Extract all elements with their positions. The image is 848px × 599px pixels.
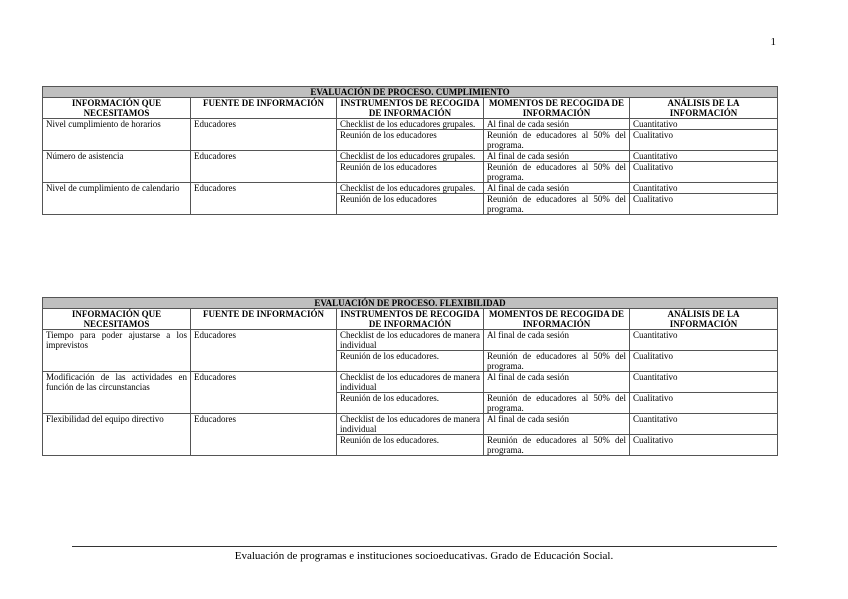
cell-analysis: Cuantitativo bbox=[630, 183, 778, 194]
header-source: FUENTE DE INFORMACIÓN bbox=[191, 309, 337, 330]
cell-moment: Reunión de educadores al 50% del programa. bbox=[484, 194, 630, 215]
cell-moment: Al final de cada sesión bbox=[484, 330, 630, 351]
header-info: INFORMACIÓN QUE NECESITAMOS bbox=[43, 98, 191, 119]
page-number: 1 bbox=[770, 36, 776, 48]
cell-analysis: Cualitativo bbox=[630, 435, 778, 456]
cell-analysis: Cualitativo bbox=[630, 194, 778, 215]
cell-instrument: Checklist de los educadores de manera individual bbox=[337, 414, 484, 435]
header-moments: MOMENTOS DE RECOGIDA DE INFORMACIÓN bbox=[484, 98, 630, 119]
cell-instrument: Reunión de los educadores bbox=[337, 130, 484, 151]
cell-info: Nivel cumplimiento de horarios bbox=[43, 119, 191, 151]
header-moments: MOMENTOS DE RECOGIDA DE INFORMACIÓN bbox=[484, 309, 630, 330]
cell-analysis: Cualitativo bbox=[630, 351, 778, 372]
cell-analysis: Cualitativo bbox=[630, 162, 778, 183]
header-instruments: INSTRUMENTOS DE RECOGIDA DE INFORMACIÓN bbox=[337, 309, 484, 330]
cell-info: Nivel de cumplimiento de calendario bbox=[43, 183, 191, 215]
cell-moment: Al final de cada sesión bbox=[484, 151, 630, 162]
cell-moment: Reunión de educadores al 50% del programa. bbox=[484, 393, 630, 414]
cell-instrument: Checklist de los educadores grupales. bbox=[337, 183, 484, 194]
cell-moment: Reunión de educadores al 50% del programa. bbox=[484, 351, 630, 372]
header-source: FUENTE DE INFORMACIÓN bbox=[191, 98, 337, 119]
cell-instrument: Checklist de los educadores de manera individual bbox=[337, 330, 484, 351]
cell-source: Educadores bbox=[191, 119, 337, 151]
cell-moment: Reunión de educadores al 50% del programa. bbox=[484, 130, 630, 151]
cell-moment: Reunión de educadores al 50% del programa. bbox=[484, 435, 630, 456]
cell-instrument: Reunión de los educadores. bbox=[337, 351, 484, 372]
table-row bbox=[43, 119, 778, 130]
table-row bbox=[43, 330, 778, 351]
cell-info: Flexibilidad del equipo directivo bbox=[43, 414, 191, 456]
cell-analysis: Cuantitativo bbox=[630, 151, 778, 162]
cell-info: Modificación de las actividades en función de las circunstancias bbox=[43, 372, 191, 414]
cell-source: Educadores bbox=[191, 183, 337, 215]
cell-instrument: Checklist de los educadores grupales. bbox=[337, 151, 484, 162]
cell-instrument: Checklist de los educadores grupales. bbox=[337, 119, 484, 130]
cell-instrument: Checklist de los educadores de manera individual bbox=[337, 372, 484, 393]
table-title: EVALUACIÓN DE PROCESO. CUMPLIMIENTO bbox=[43, 87, 778, 98]
table-row bbox=[43, 414, 778, 435]
table-row bbox=[43, 151, 778, 162]
cell-moment: Al final de cada sesión bbox=[484, 414, 630, 435]
header-instruments: INSTRUMENTOS DE RECOGIDA DE INFORMACIÓN bbox=[337, 98, 484, 119]
cell-source: Educadores bbox=[191, 151, 337, 183]
cell-instrument: Reunión de los educadores bbox=[337, 162, 484, 183]
cell-source: Educadores bbox=[191, 330, 337, 372]
cell-instrument: Reunión de los educadores. bbox=[337, 435, 484, 456]
table-flexibilidad bbox=[42, 297, 778, 456]
cell-moment: Al final de cada sesión bbox=[484, 372, 630, 393]
cell-source: Educadores bbox=[191, 372, 337, 414]
cell-info: Número de asistencia bbox=[43, 151, 191, 183]
header-analysis: ANÁLISIS DE LA INFORMACIÓN bbox=[630, 309, 778, 330]
cell-instrument: Reunión de los educadores. bbox=[337, 393, 484, 414]
header-info: INFORMACIÓN QUE NECESITAMOS bbox=[43, 309, 191, 330]
cell-moment: Al final de cada sesión bbox=[484, 119, 630, 130]
cell-analysis: Cuantitativo bbox=[630, 119, 778, 130]
cell-analysis: Cualitativo bbox=[630, 130, 778, 151]
cell-instrument: Reunión de los educadores bbox=[337, 194, 484, 215]
cell-info: Tiempo para poder ajustarse a los imprevistos bbox=[43, 330, 191, 372]
table-row bbox=[43, 183, 778, 194]
cell-analysis: Cualitativo bbox=[630, 393, 778, 414]
footer-divider bbox=[72, 546, 777, 547]
cell-analysis: Cuantitativo bbox=[630, 372, 778, 393]
cell-source: Educadores bbox=[191, 414, 337, 456]
footer-text: Evaluación de programas e instituciones socioeducativas. Grado de Educación Social. bbox=[234, 550, 614, 562]
cell-moment: Al final de cada sesión bbox=[484, 183, 630, 194]
cell-analysis: Cuantitativo bbox=[630, 330, 778, 351]
table-row bbox=[43, 372, 778, 393]
cell-moment: Reunión de educadores al 50% del programa. bbox=[484, 162, 630, 183]
table-cumplimiento bbox=[42, 86, 778, 215]
table-title: EVALUACIÓN DE PROCESO. FLEXIBILIDAD bbox=[43, 298, 778, 309]
cell-analysis: Cuantitativo bbox=[630, 414, 778, 435]
header-analysis: ANÁLISIS DE LA INFORMACIÓN bbox=[630, 98, 778, 119]
